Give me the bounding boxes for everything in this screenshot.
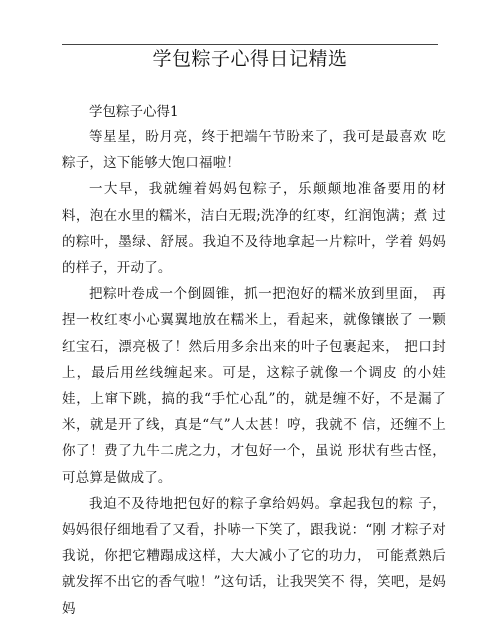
paragraph-2: 一大早，我就缠着妈妈包粽子，乐颠颠地准备要用的材 料，泡在水里的糯米，洁白无瑕;洗净的红枣，红润饱满；煮 过的粽叶，墨绿、舒展。我迫不及待地拿起一片粽叶，学着 妈妈的样子，开动了。 xyxy=(62,181,446,277)
title-rule xyxy=(62,44,438,45)
paragraph-1: 等星星，盼月亮，终于把端午节盼来了，我可是最喜欢 吃粽子，这下能够大饱口福啦！ xyxy=(62,129,446,172)
document-body xyxy=(62,100,446,622)
paragraph-3: 把粽叶卷成一个倒圆锥，抓一把泡好的糯米放到里面， 再捏一枚红枣小心翼翼地放在糯米上，看起来，就像镶嵌了 一颗红宝石，漂亮极了！然后用多余出来的叶子包裹起来， 把口封上，最后用丝线缠起来。可是，这粽子就像一个调皮 的小娃娃，上窜下跳，搞的我“手忙心乱”的，就是缠不好，不是漏了米，就是开了线，真是“气”人太甚！哼，我就不 信，还缠不上你了！费了九牛二虎之力，才包好一个，虽说 形状有些古怪，可总算是做成了。 xyxy=(62,286,446,486)
section-heading: 学包粽子心得1 xyxy=(89,104,179,120)
document-title: 学包粽子心得日记精选 xyxy=(152,48,348,70)
paragraph-4: 我迫不及待地把包好的粽子拿给妈妈。拿起我包的粽 子，妈妈很仔细地看了又看，扑哧一下笑了，跟我说：“刚 才粽子对我说，你把它糟蹋成这样，大大减小了它的功力， 可能煮熟后就发挥不出它的香气啦！”这句话，让我哭笑不 得，笑吧，是妈妈 xyxy=(62,495,446,617)
